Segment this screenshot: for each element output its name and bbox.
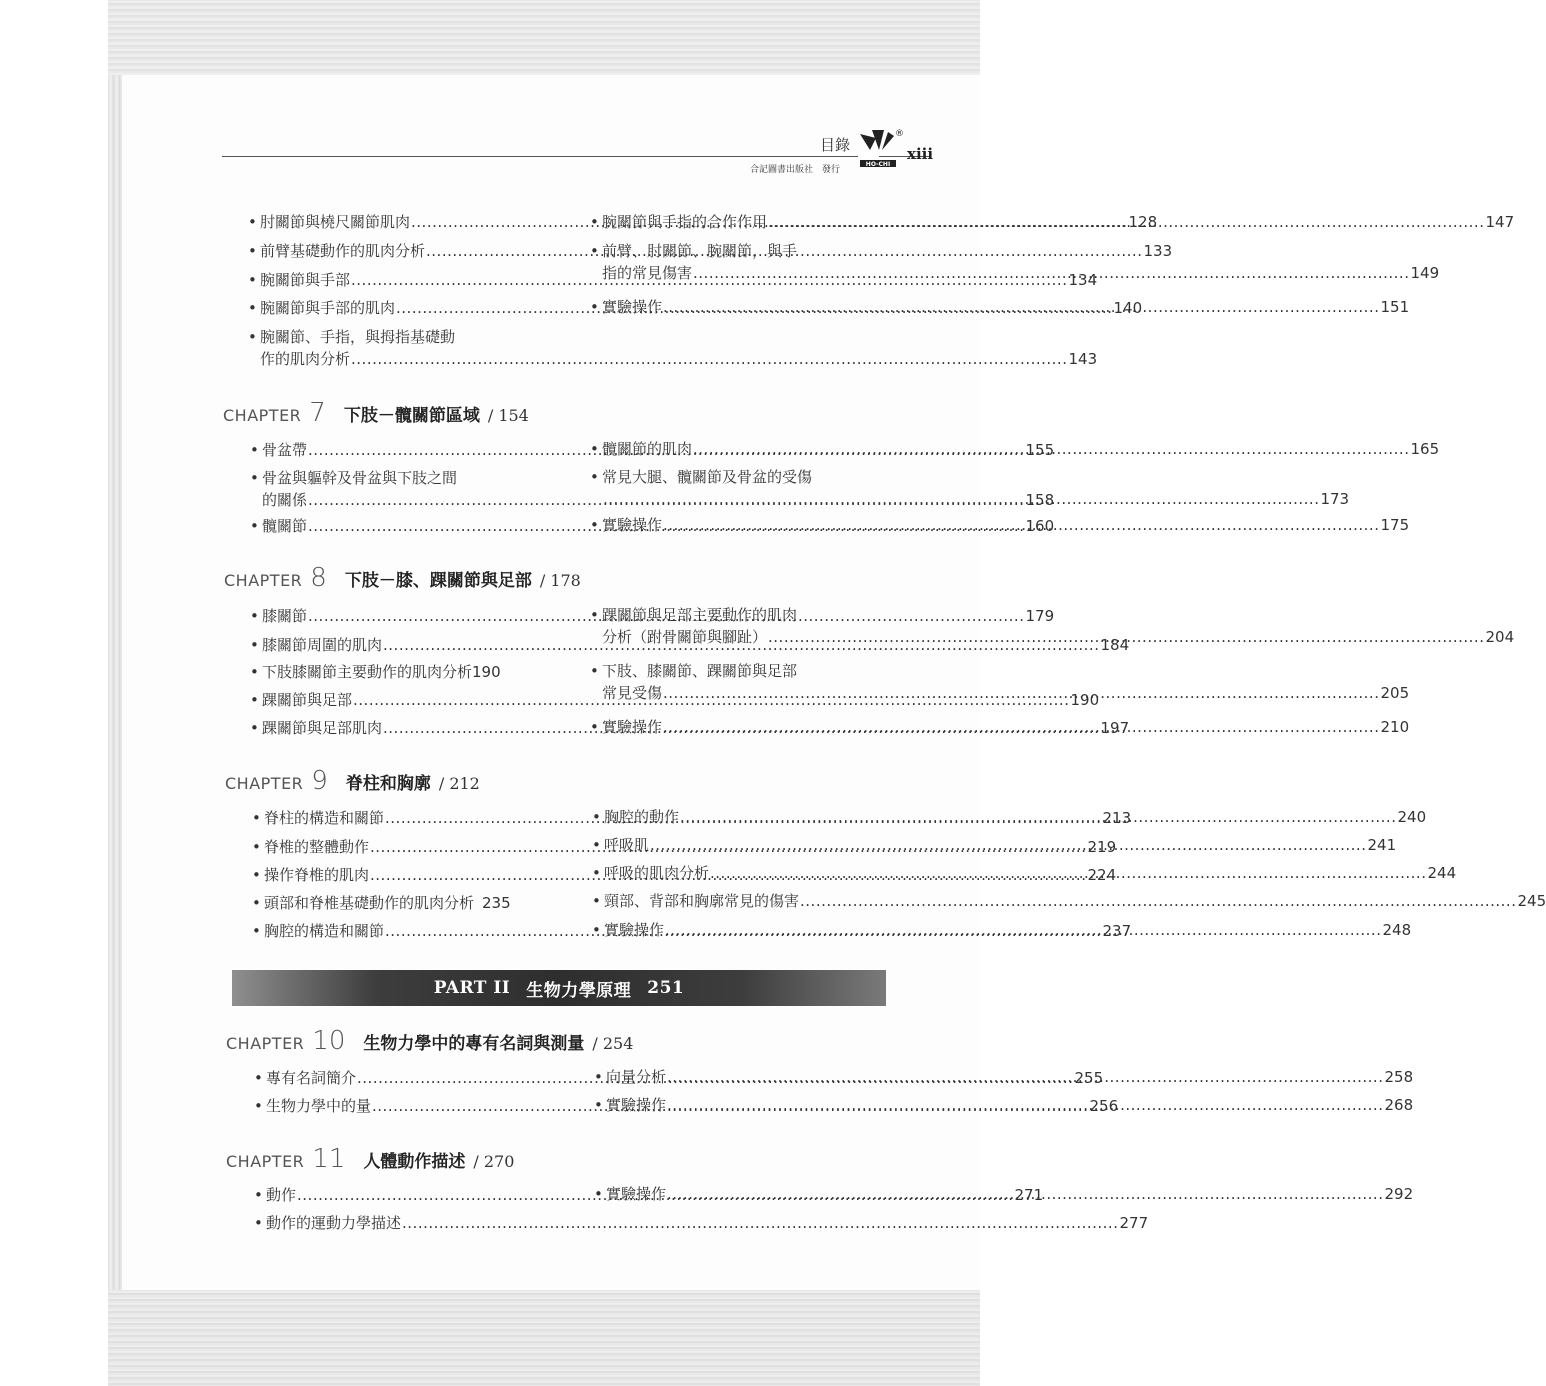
publisher-logo-icon: [858, 128, 904, 172]
toc-entry[interactable]: • 下肢、膝關節、踝關節與足部 常見受傷 ..... 205: [590, 660, 898, 704]
svg-text:HO-CHI: HO-CHI: [865, 161, 891, 168]
toc-entry[interactable]: • 踝關節與足部肌肉 ..... 197: [250, 717, 556, 739]
chapter-heading[interactable]: CHAPTER 10 生物力學中的專有名詞與測量 / 254: [226, 1026, 634, 1056]
part-page: 251: [647, 978, 685, 998]
toc-entry[interactable]: • 實驗操作 ..... 175: [590, 514, 898, 536]
toc-entry[interactable]: • 生物力學中的量 ..... 256: [254, 1095, 560, 1117]
toc-entry[interactable]: • 頸部、背部和胸廓常見的傷害 ..... 245: [592, 890, 900, 912]
header-page-number: xiii: [907, 145, 934, 163]
header-rule: [222, 156, 930, 157]
scan-margin-bottom: [108, 1290, 980, 1386]
toc-entry[interactable]: • 向量分析 ..... 258: [594, 1066, 900, 1088]
toc-entry[interactable]: • 前臂基礎動作的肌肉分析 ..... 133: [248, 240, 556, 262]
chapter-heading[interactable]: CHAPTER 11 人體動作描述 / 270: [226, 1144, 515, 1174]
toc-entry[interactable]: • 專有名詞簡介 ..... 255: [254, 1067, 560, 1089]
toc-entry[interactable]: • 呼吸肌 ..... 241: [592, 834, 900, 856]
header-publisher: 合記圖書出版社 發行: [750, 165, 841, 175]
toc-entry[interactable]: • 髖關節的肌肉 ..... 165: [590, 438, 898, 460]
part-banner[interactable]: [232, 970, 886, 1006]
toc-entry[interactable]: • 實驗操作 ..... 151: [590, 296, 898, 318]
toc-entry[interactable]: • 骨盆帶 ..... 155: [250, 439, 556, 461]
toc-entry[interactable]: • 脊椎的整體動作 ..... 219: [252, 836, 558, 858]
toc-entry[interactable]: • 腕關節、手指，與拇指基礎動 作的肌肉分析 ..... 143: [248, 326, 556, 370]
header-section-title: 目錄: [820, 136, 851, 154]
part-title: 生物力學原理: [526, 980, 632, 1001]
toc-entry[interactable]: • 下肢膝關節主要動作的肌肉分析 190: [250, 663, 501, 681]
toc-entry[interactable]: • 踝關節與足部 ..... 190: [250, 689, 556, 711]
toc-entry[interactable]: • 胸腔的動作 ..... 240: [592, 806, 900, 828]
scan-margin-top: [108, 0, 980, 75]
part-label: PART II: [433, 978, 511, 998]
toc-entry[interactable]: • 操作脊椎的肌肉 ..... 224: [252, 864, 558, 886]
toc-entry[interactable]: • 實驗操作 ..... 210: [590, 716, 898, 738]
svg-text:®: ®: [895, 129, 904, 139]
scan-margin-left: [0, 0, 108, 1386]
toc-entry[interactable]: • 實驗操作 ..... 292: [594, 1183, 900, 1205]
toc-entry[interactable]: • 髖關節 ..... 160: [250, 515, 556, 537]
toc-entry[interactable]: • 胸腔的構造和關節 ..... 237: [252, 920, 558, 942]
toc-entry[interactable]: • 實驗操作 ..... 268: [594, 1094, 900, 1116]
toc-entry[interactable]: • 腕關節與手指的合作作用 ..... 147: [590, 211, 898, 233]
toc-entry[interactable]: • 肘關節與橈尺關節肌肉 ..... 128: [248, 211, 556, 233]
toc-entry[interactable]: • 膝關節周圍的肌肉 ..... 184: [250, 634, 556, 656]
toc-entry[interactable]: • 腕關節與手部 ..... 134: [248, 269, 556, 291]
scan-margin-side: [108, 75, 122, 1290]
toc-entry[interactable]: • 實驗操作 ..... 248: [592, 919, 900, 941]
toc-entry[interactable]: • 踝關節與足部主要動作的肌肉 分析（跗骨關節與腳趾） ..... 204: [590, 604, 898, 648]
toc-entry[interactable]: • 骨盆與軀幹及骨盆與下肢之間 的關係 ..... 158: [250, 467, 556, 511]
chapter-heading[interactable]: CHAPTER 8 下肢－膝、踝關節與足部 / 178: [224, 563, 581, 593]
chapter-heading[interactable]: CHAPTER 9 脊柱和胸廓 / 212: [225, 766, 480, 796]
toc-entry[interactable]: • 膝關節 ..... 179: [250, 605, 556, 627]
toc-entry[interactable]: • 腕關節與手部的肌肉 ..... 140: [248, 297, 556, 319]
toc-entry[interactable]: • 頭部和脊椎基礎動作的肌肉分析 235: [252, 894, 511, 912]
toc-entry[interactable]: • 呼吸的肌肉分析 ..... 244: [592, 862, 900, 884]
toc-entry[interactable]: • 前臂、肘關節、腕關節，與手 指的常見傷害 ..... 149: [590, 240, 898, 284]
toc-entry[interactable]: • 脊柱的構造和關節 ..... 213: [252, 807, 558, 829]
chapter-heading[interactable]: CHAPTER 7 下肢－髖關節區域 / 154: [223, 398, 529, 428]
toc-entry[interactable]: • 動作 ..... 271: [254, 1184, 560, 1206]
toc-entry[interactable]: • 常見大腿、髖關節及骨盆的受傷 ..... 173: [590, 466, 898, 510]
toc-entry[interactable]: • 動作的運動力學描述 ..... 277: [254, 1212, 560, 1234]
